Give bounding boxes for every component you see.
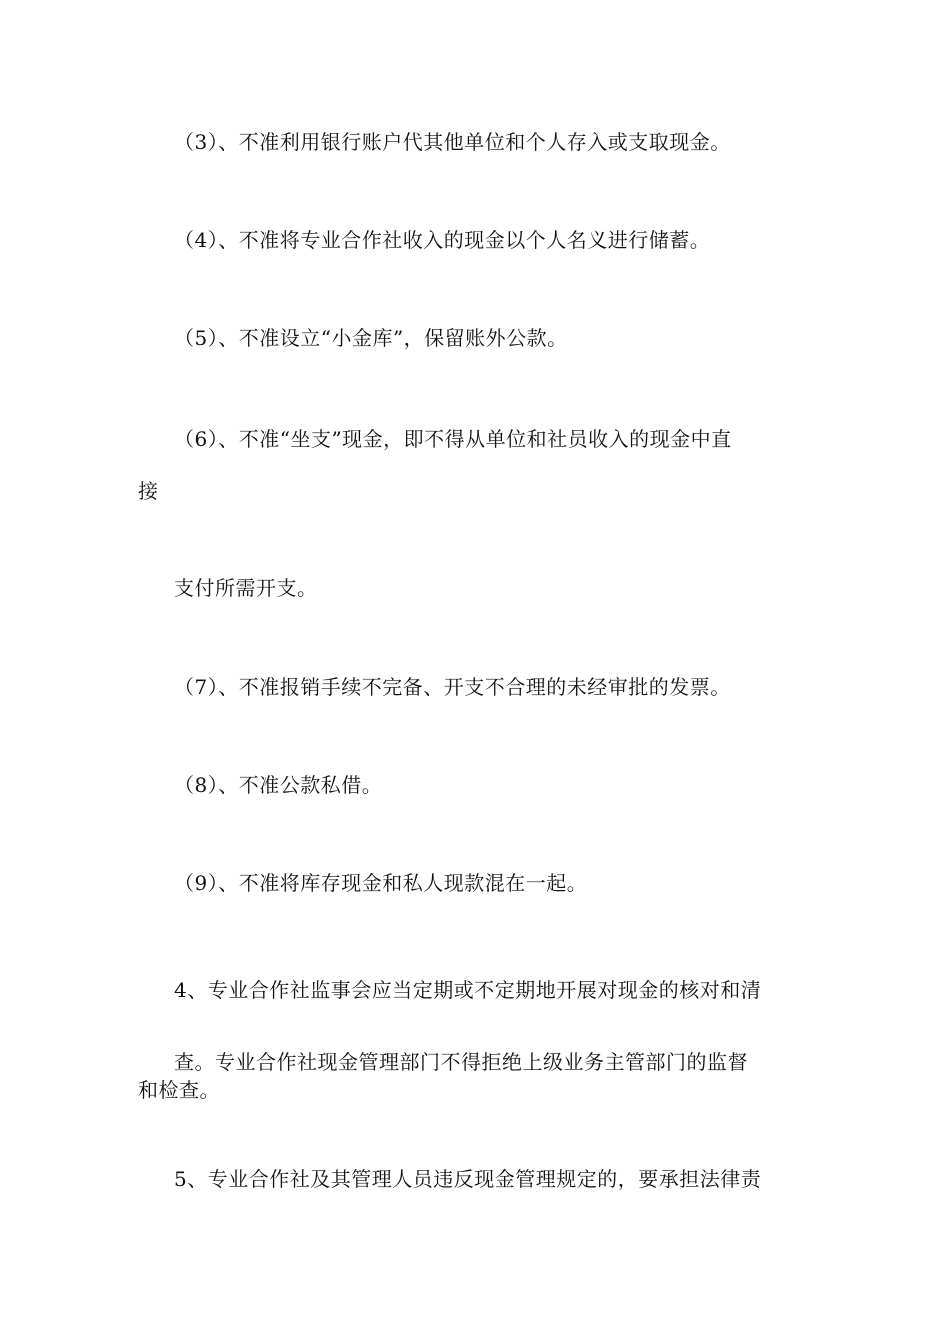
paragraph-4-text: 4、专业合作社监事会应当定期或不定期地开展对现金的核对和清: [174, 978, 762, 1002]
item-5-text: （5）、不准设立“小金库”，保留账外公款。: [174, 326, 568, 350]
paragraph-5-text: 5、专业合作社及其管理人员违反现金管理规定的，要承担法律责: [174, 1167, 762, 1191]
item-3-text: （3）、不准利用银行账户代其他单位和个人存入或支取现金。: [174, 130, 731, 154]
paragraph-4-text-continued: 查。专业合作社现金管理部门不得拒绝上级业务主管部门的监督: [174, 1050, 748, 1074]
item-6-text-continued: 支付所需开支。: [174, 576, 318, 600]
item-6-text: （6）、不准“坐支”现金，即不得从单位和社员收入的现金中直: [174, 427, 732, 451]
item-9-text: （9）、不准将库存现金和私人现款混在一起。: [174, 871, 588, 895]
item-6-text-wrap: 接: [138, 479, 159, 503]
item-8-text: （8）、不准公款私借。: [174, 773, 383, 797]
item-7-text: （7）、不准报销手续不完备、开支不合理的未经审批的发票。: [174, 675, 731, 699]
item-4-text: （4）、不准将专业合作社收入的现金以个人名义进行储蓄。: [174, 228, 711, 252]
paragraph-4-text-end: 和检查。: [138, 1078, 220, 1102]
